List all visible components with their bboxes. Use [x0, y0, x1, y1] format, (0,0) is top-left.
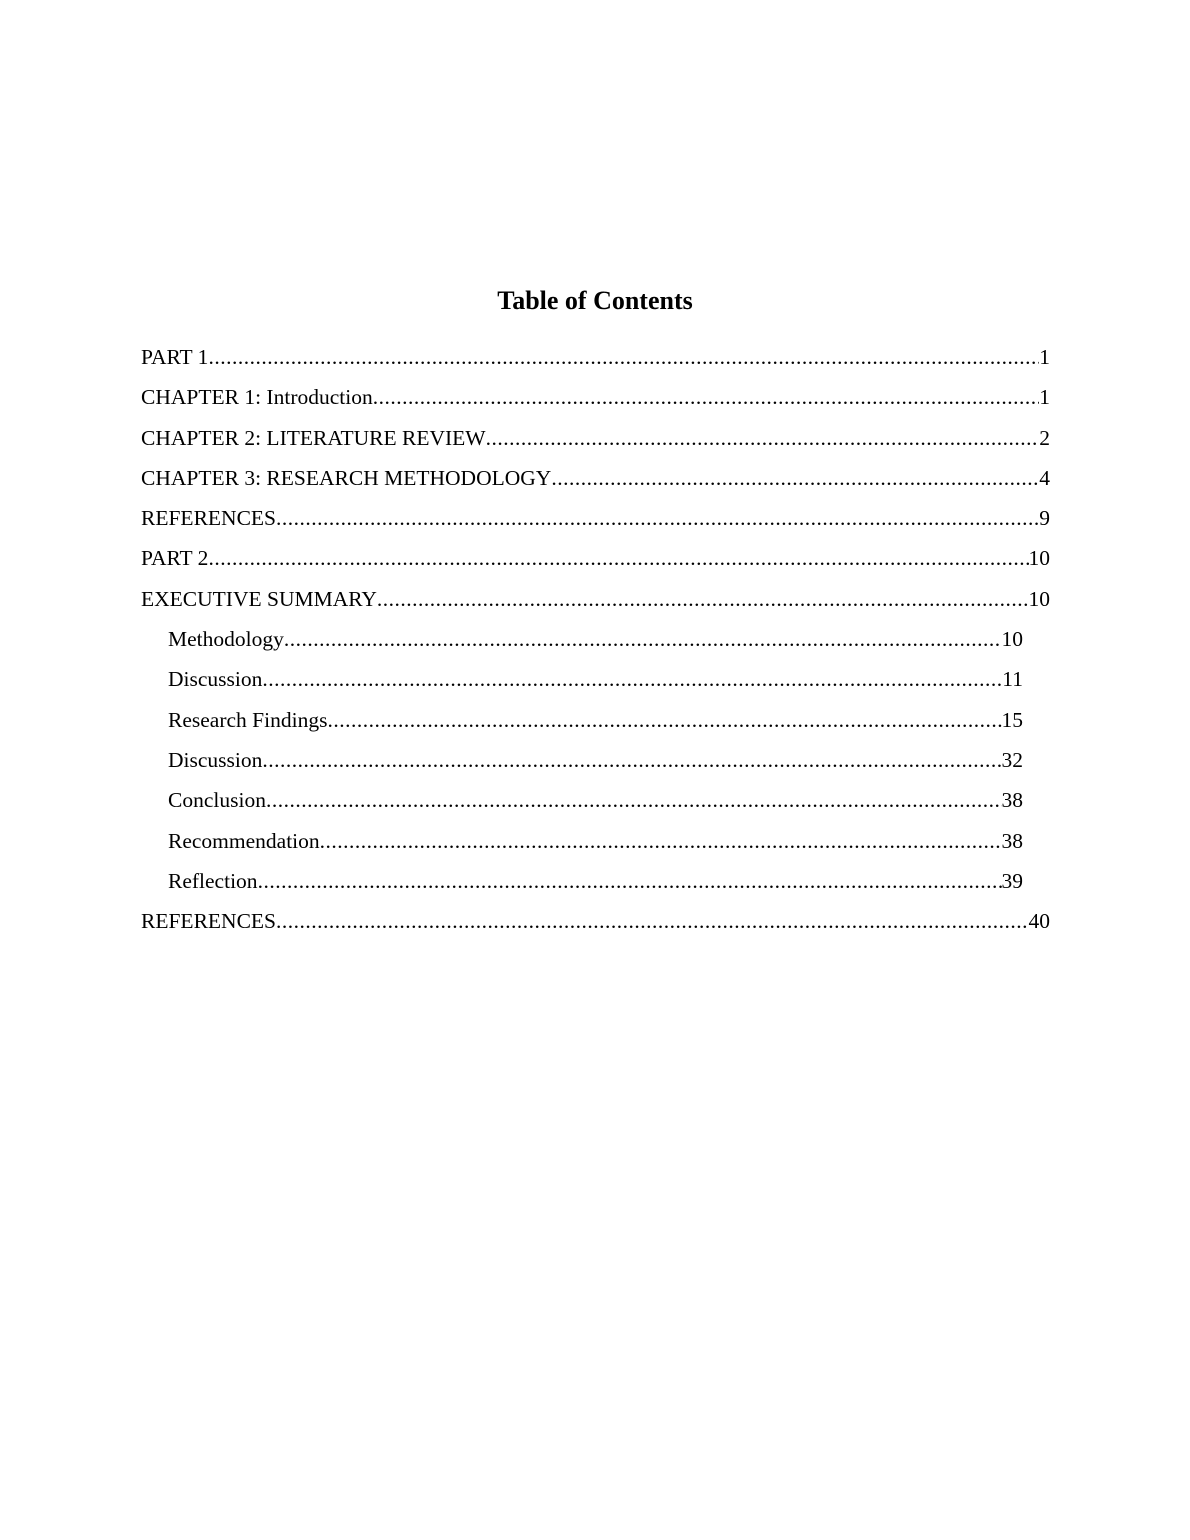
toc-entry-chapter-1[interactable] — [141, 380, 1050, 420]
toc-dot-leader — [208, 544, 1028, 572]
toc-dot-leader — [284, 625, 1002, 653]
toc-entry-label: PART 1 — [141, 345, 209, 369]
toc-entry-page: 10 — [1028, 586, 1050, 611]
toc-entry-page: 15 — [1001, 707, 1023, 732]
toc-dot-leader — [373, 383, 1040, 411]
toc-entry-reflection[interactable] — [168, 864, 1023, 904]
toc-entry-label: Methodology — [168, 627, 284, 652]
toc-entry-page: 40 — [1028, 909, 1050, 934]
toc-entry-page: 1 — [1039, 345, 1050, 369]
toc-entry-part-2[interactable] — [141, 541, 1050, 581]
toc-dot-leader — [262, 665, 1002, 693]
toc-entry-page: 39 — [1001, 868, 1023, 893]
toc-entry-references-part-2[interactable] — [141, 904, 1050, 944]
toc-dot-leader — [377, 585, 1029, 613]
toc-entry-chapter-3[interactable] — [141, 461, 1050, 501]
toc-entry-discussion-2[interactable] — [168, 743, 1023, 783]
toc-entry-chapter-2[interactable] — [141, 421, 1050, 461]
toc-entry-label: CHAPTER 2: LITERATURE REVIEW — [141, 425, 486, 450]
toc-entry-page: 10 — [1028, 546, 1050, 571]
toc-entry-page: 38 — [1001, 828, 1023, 853]
toc-entry-label: REFERENCES — [141, 909, 276, 934]
toc-dot-leader — [320, 827, 1002, 855]
toc-entry-label: Reflection — [168, 868, 258, 893]
toc-title: Table of Contents — [497, 286, 693, 315]
toc-entry-label: Recommendation — [168, 828, 320, 853]
toc-dot-leader — [208, 343, 1039, 371]
toc-list — [0, 340, 1190, 944]
toc-entry-page: 1 — [1039, 385, 1050, 410]
toc-entry-executive-summary[interactable] — [141, 582, 1050, 622]
toc-dot-leader — [486, 424, 1040, 452]
toc-dot-leader — [262, 746, 1001, 774]
toc-dot-leader — [258, 867, 1002, 895]
toc-entry-label: CHAPTER 1: Introduction — [141, 385, 373, 410]
toc-entry-discussion[interactable] — [168, 662, 1023, 702]
toc-entry-label: CHAPTER 3: RESEARCH METHODOLOGY — [141, 465, 552, 490]
toc-entry-label: Conclusion — [168, 788, 266, 813]
toc-entry-label: Discussion — [168, 667, 263, 692]
toc-entry-page: 4 — [1039, 465, 1050, 490]
toc-dot-leader — [551, 464, 1039, 492]
toc-entry-page: 38 — [1001, 788, 1023, 813]
toc-entry-page: 32 — [1001, 747, 1023, 772]
toc-entry-page: 9 — [1039, 506, 1050, 531]
toc-dot-leader — [276, 504, 1039, 532]
toc-entry-label: EXECUTIVE SUMMARY — [141, 586, 377, 611]
toc-entry-research-findings[interactable] — [168, 703, 1023, 743]
toc-entry-label: Discussion — [168, 747, 263, 772]
toc-dot-leader — [276, 907, 1029, 935]
toc-entry-page: 10 — [1001, 627, 1023, 652]
toc-entry-label: REFERENCES — [141, 506, 276, 531]
toc-entry-references-part-1[interactable] — [141, 501, 1050, 541]
toc-entry-recommendation[interactable] — [168, 824, 1023, 864]
toc-entry-label: PART 2 — [141, 546, 209, 571]
toc-entry-part-1[interactable] — [141, 340, 1050, 380]
toc-entry-label: Research Findings — [168, 707, 328, 732]
toc-dot-leader — [327, 706, 1001, 734]
toc-entry-methodology[interactable] — [168, 622, 1023, 662]
toc-dot-leader — [266, 786, 1002, 814]
toc-entry-page: 2 — [1039, 425, 1050, 450]
toc-entry-conclusion[interactable] — [168, 783, 1023, 823]
toc-entry-page: 11 — [1002, 667, 1023, 692]
